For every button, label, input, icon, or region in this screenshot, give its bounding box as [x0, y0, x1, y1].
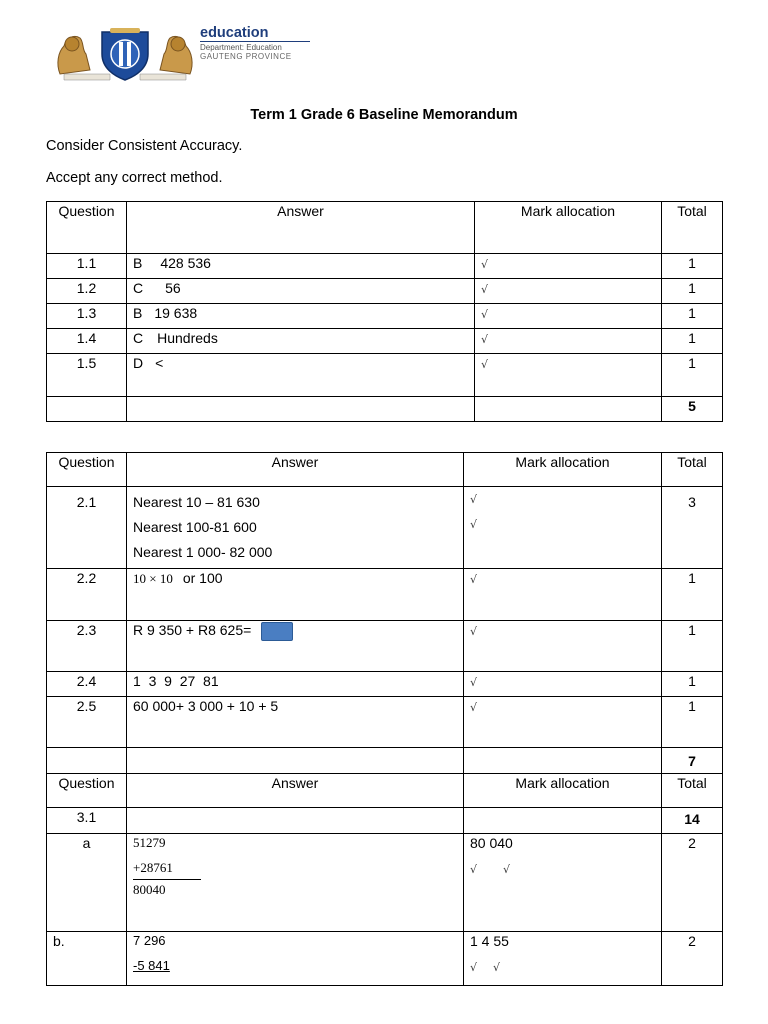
mark-cell: [475, 279, 662, 304]
logo-province-text: GAUTENG PROVINCE: [200, 52, 292, 61]
table-row: [47, 569, 723, 621]
document-title: Term 1 Grade 6 Baseline Memorandum: [250, 107, 518, 123]
empty-cell: [464, 808, 662, 834]
mark-cell: [464, 621, 662, 672]
answer-value: Hundreds: [157, 330, 218, 346]
answer-cell: [127, 621, 464, 672]
question-number: 2.1: [47, 487, 127, 569]
empty-cell: [47, 397, 127, 422]
total-cell: 1: [662, 329, 723, 354]
logo-brand-text: education: [200, 25, 269, 41]
tick-icon: √: [481, 283, 489, 296]
answer-cell: [127, 932, 464, 986]
working-line: -5 841: [133, 958, 170, 973]
header-mark-allocation: Mark allocation: [464, 774, 662, 808]
table-row: [47, 304, 723, 329]
memo-table-1: [46, 201, 723, 422]
total-cell: 1: [662, 569, 723, 621]
math-expression: 10 × 10: [133, 571, 173, 586]
answer-cell: [127, 329, 475, 354]
table-header-row: [47, 453, 723, 487]
header-total: Total: [662, 202, 723, 254]
total-cell: 1: [662, 304, 723, 329]
table-row: [47, 329, 723, 354]
tick-icon: √: [470, 863, 478, 876]
working-line: 7 296: [133, 933, 166, 948]
answer-cell: [127, 279, 475, 304]
intro-consistent-accuracy: Consider Consistent Accuracy.: [46, 138, 243, 154]
tick-icon: √: [470, 493, 478, 506]
table-sum-row: [47, 748, 723, 774]
table-row: [47, 354, 723, 397]
table-row: [47, 672, 723, 697]
answer-cell: [127, 354, 475, 397]
tick-icon: √: [481, 258, 489, 271]
mark-cell: [464, 569, 662, 621]
empty-cell: [127, 397, 475, 422]
total-cell: 1: [662, 697, 723, 748]
empty-cell: [47, 748, 127, 774]
tick-icon: √: [470, 676, 478, 689]
table-sum-row: [47, 397, 723, 422]
question-number: 1.1: [47, 254, 127, 279]
header-total: Total: [662, 774, 723, 808]
answer-value: 428 536: [160, 255, 211, 271]
answer-line: Nearest 10 – 81 630: [133, 494, 260, 510]
question-number: b.: [47, 932, 127, 986]
memo-table-2: [46, 452, 723, 986]
answer-value: 56: [165, 280, 181, 296]
table-header-row: [47, 774, 723, 808]
mark-answer: 1 4 55: [470, 933, 509, 949]
mark-cell: [475, 354, 662, 397]
tick-icon: √: [470, 573, 478, 586]
mark-cell: [475, 304, 662, 329]
mark-cell: [464, 834, 662, 932]
table-row: [47, 487, 723, 569]
section-total: 5: [662, 397, 723, 422]
answer-letter: B: [133, 255, 143, 271]
tick-icon: √: [470, 518, 478, 531]
total-cell: 1: [662, 621, 723, 672]
question-number: 1.3: [47, 304, 127, 329]
question-number: a: [47, 834, 127, 932]
table-row: [47, 808, 723, 834]
empty-cell: [127, 748, 464, 774]
table-row: [47, 279, 723, 304]
total-cell: 3: [662, 487, 723, 569]
answer-letter: B: [133, 305, 143, 321]
mark-cell: [464, 487, 662, 569]
mark-cell: [475, 254, 662, 279]
answer-cell: [127, 834, 464, 932]
empty-cell: [127, 808, 464, 834]
logo-dept-text: Department: Education: [200, 43, 282, 52]
total-cell: 1: [662, 354, 723, 397]
table-header-row: [47, 202, 723, 254]
table-row: [47, 697, 723, 748]
header-question: Question: [47, 202, 127, 254]
header-total: Total: [662, 453, 723, 487]
empty-cell: [475, 397, 662, 422]
answer-cell: [127, 304, 475, 329]
table-row: [47, 621, 723, 672]
answer-value: 19 638: [154, 305, 198, 321]
answer-cell: 1 3 9 27 81: [127, 672, 464, 697]
empty-cell: [464, 748, 662, 774]
tick-icon: √: [481, 358, 489, 371]
question-number: 1.2: [47, 279, 127, 304]
tick-icon: √: [481, 308, 489, 321]
question-number: 1.5: [47, 354, 127, 397]
header-mark-allocation: Mark allocation: [475, 202, 662, 254]
answer-line: Nearest 1 000- 82 000: [133, 544, 273, 560]
answer-placeholder-box: [261, 622, 293, 641]
total-cell: 2: [662, 932, 723, 986]
answer-value: <: [155, 355, 164, 371]
tick-icon: √: [503, 863, 511, 876]
header-answer: Answer: [127, 774, 464, 808]
question-number: 2.4: [47, 672, 127, 697]
answer-letter: C: [133, 280, 144, 296]
question-number: 3.1: [47, 808, 127, 834]
table-row: [47, 834, 723, 932]
intro-any-method: Accept any correct method.: [46, 170, 223, 186]
mark-answer: 80 040: [470, 835, 513, 851]
header-mark-allocation: Mark allocation: [464, 453, 662, 487]
working-line: +28761: [133, 860, 173, 875]
tick-group: [470, 957, 655, 982]
table-row: [47, 254, 723, 279]
section-total: 7: [662, 748, 723, 774]
header-answer: Answer: [127, 202, 475, 254]
tick-icon: √: [481, 333, 489, 346]
working-result: [133, 879, 457, 904]
question-number: 2.2: [47, 569, 127, 621]
tick-icon: √: [470, 961, 478, 974]
header-question: Question: [47, 453, 127, 487]
answer-letter: C: [133, 330, 144, 346]
mark-cell: [464, 932, 662, 986]
answer-line: Nearest 100-81 600: [133, 519, 257, 535]
tick-icon: √: [470, 701, 478, 714]
total-cell: 1: [662, 672, 723, 697]
question-number: 2.3: [47, 621, 127, 672]
coat-of-arms-icon: [50, 24, 200, 82]
total-cell: 1: [662, 254, 723, 279]
total-cell: 2: [662, 834, 723, 932]
gauteng-education-logo: [50, 24, 320, 82]
answer-cell: [127, 254, 475, 279]
working-result-value: 80040: [133, 879, 201, 899]
working-line: 51279: [133, 835, 166, 850]
tick-group: [470, 859, 655, 884]
answer-value: or 100: [182, 570, 223, 586]
question-number: 2.5: [47, 697, 127, 748]
table-row: [47, 932, 723, 986]
answer-cell: 60 000+ 3 000 + 10 + 5: [127, 697, 464, 748]
mark-cell: [464, 697, 662, 748]
header-answer: Answer: [127, 453, 464, 487]
answer-cell: [127, 569, 464, 621]
question-number: 1.4: [47, 329, 127, 354]
answer-value: R 9 350 + R8 625=: [133, 622, 252, 638]
mark-cell: [464, 672, 662, 697]
tick-icon: √: [493, 961, 501, 974]
tick-icon: √: [470, 625, 478, 638]
answer-cell: [127, 487, 464, 569]
total-cell: 1: [662, 279, 723, 304]
section-total: 14: [662, 808, 723, 834]
mark-cell: [475, 329, 662, 354]
header-question: Question: [47, 774, 127, 808]
answer-letter: D: [133, 355, 144, 371]
